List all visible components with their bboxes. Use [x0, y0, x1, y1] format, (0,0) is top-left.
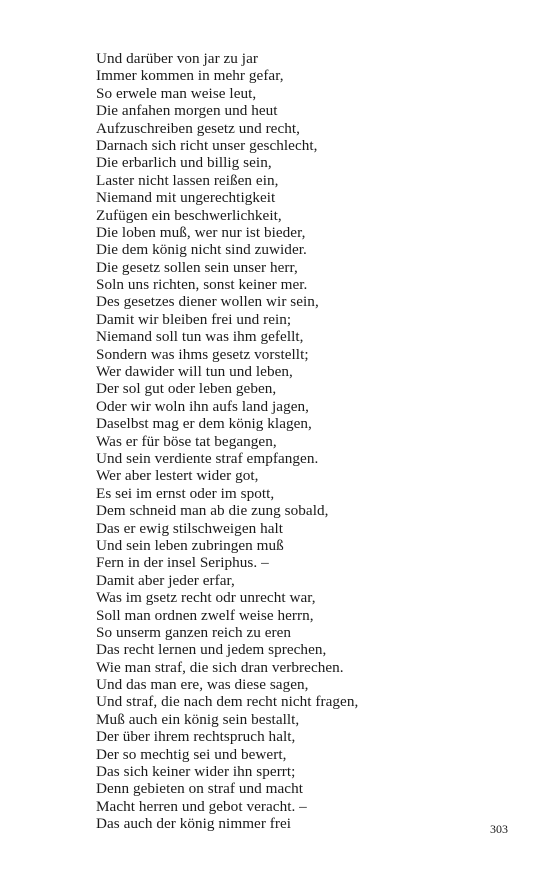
verse-line: Wie man straf, die sich dran verbrechen.	[96, 658, 344, 676]
verse-line: Die erbarlich und billig sein,	[96, 154, 272, 172]
verse-line: Immer kommen in mehr gefar,	[96, 67, 284, 85]
verse-line: Wer aber lestert wider got,	[96, 467, 259, 485]
verse-line: Des gesetzes diener wollen wir sein,	[96, 293, 319, 311]
verse-line: Was im gsetz recht odr unrecht war,	[96, 589, 316, 607]
verse-line: Niemand mit ungerechtigkeit	[96, 189, 276, 207]
verse-line: Und das man ere, was diese sagen,	[96, 676, 309, 694]
verse-line: Was er für böse tat begangen,	[96, 432, 277, 450]
verse-line: Soll man ordnen zwelf weise herrn,	[96, 606, 314, 624]
verse-line: Oder wir woln ihn aufs land jagen,	[96, 397, 310, 415]
verse-line: Zufügen ein beschwerlichkeit,	[96, 206, 282, 224]
verse-line: Der so mechtig sei und bewert,	[96, 745, 287, 763]
verse-line: Sondern was ihms gesetz vorstellt;	[96, 345, 309, 363]
verse-line: Niemand soll tun was ihm gefellt,	[96, 328, 304, 346]
verse-line: Macht herren und gebot veracht. –	[96, 797, 307, 815]
verse-line: So unserm ganzen reich zu eren	[96, 623, 292, 641]
verse-line: Darnach sich richt unser geschlecht,	[96, 136, 318, 154]
verse-line: Dem schneid man ab die zung sobald,	[96, 502, 329, 520]
verse-line: Und darüber von jar zu jar	[96, 50, 258, 67]
verse-line: Der über ihrem rechtspruch halt,	[96, 728, 296, 746]
verse-line: Die gesetz sollen sein unser herr,	[96, 258, 298, 276]
verse-line: Aufzuschreiben gesetz und recht,	[96, 119, 301, 137]
verse-line: Fern in der insel Seriphus. –	[96, 554, 269, 572]
verse-line: Das sich keiner wider ihn sperrt;	[96, 763, 296, 781]
verse-line: Denn gebieten on straf und macht	[96, 780, 303, 798]
verse-line: Die dem könig nicht sind zuwider.	[96, 241, 307, 259]
verse-line: Der sol gut oder leben geben,	[96, 380, 277, 398]
verse-line: Das auch der könig nimmer frei	[96, 815, 292, 833]
verse-line: Soln uns richten, sonst keiner mer.	[96, 276, 308, 294]
verse-line: Muß auch ein könig sein bestallt,	[96, 710, 300, 728]
verse-line: Es sei im ernst oder im spott,	[96, 484, 275, 502]
verse-line: Damit aber jeder erfar,	[96, 571, 235, 589]
verse-line: Damit wir bleiben frei und rein;	[96, 310, 292, 328]
verse-line: Das er ewig stilschweigen halt	[96, 519, 284, 537]
verse-line: Die anfahen morgen und heut	[96, 102, 278, 120]
verse-line: Laster nicht lassen reißen ein,	[96, 171, 279, 189]
verse-line: Wer dawider will tun und leben,	[96, 363, 293, 381]
page-number: 303	[490, 822, 508, 836]
verse-line: Daselbst mag er dem könig klagen,	[96, 415, 312, 433]
verse-text	[96, 50, 358, 833]
verse-line: Das recht lernen und jedem sprechen,	[96, 641, 327, 659]
verse-line: Die loben muß, wer nur ist bieder,	[96, 223, 306, 241]
verse-line: Und sein verdiente straf empfangen.	[96, 449, 319, 467]
verse-line: So erwele man weise leut,	[96, 84, 257, 102]
verse-line: Und sein leben zubringen muß	[96, 536, 284, 554]
verse-line: Und straf, die nach dem recht nicht fragen,	[96, 693, 359, 711]
